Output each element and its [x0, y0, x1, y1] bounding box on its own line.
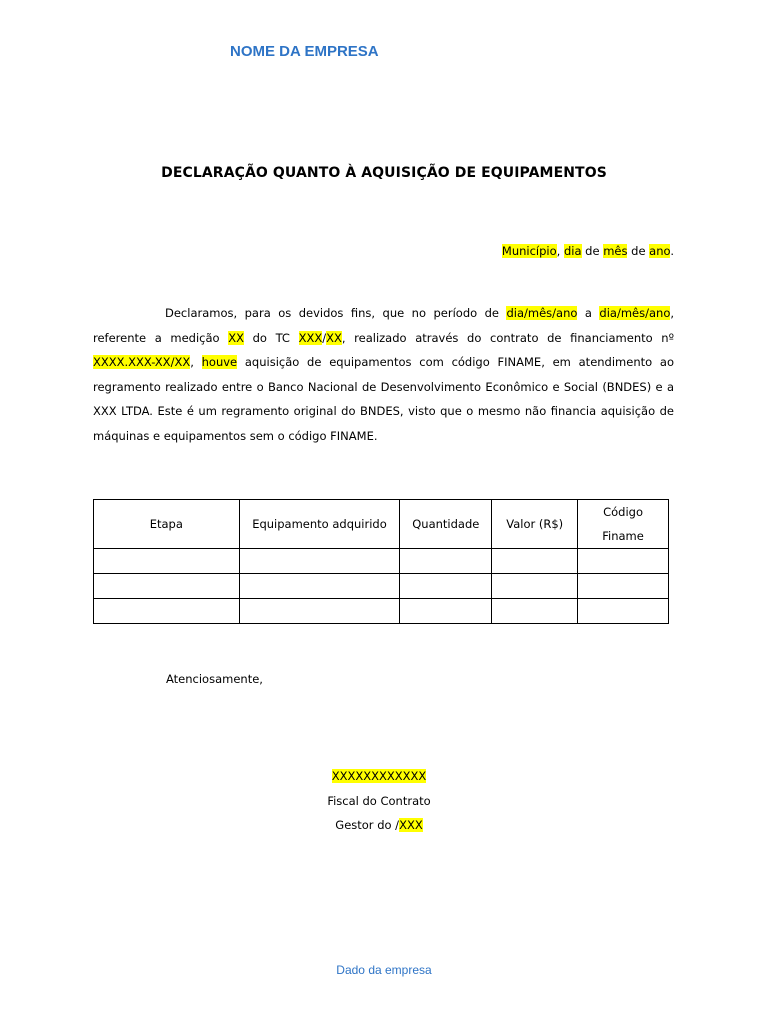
table-cell [578, 574, 669, 599]
year-placeholder: ano [649, 244, 671, 258]
table-cell [578, 599, 669, 624]
signature-name [0, 769, 758, 783]
dateline-de: de [627, 244, 650, 258]
declaration-paragraph: Declaramos, para os devidos fins, que no período de dia/mês/ano a dia/mês/ano, referente a medição XX do TC XXX/XX, realizado através do contrato de financiamento nº XXXX.XXX-XX/XX, houve aquisição de equipamentos com código FINAME, em atendimento ao regramento realizado entre o Banco Nacional de Desenvolvimento Econômico e Social (BNDES) e a XXX LTDA. Este é um regramento original do BNDES, visto que o mesmo não financia aquisição de máquinas e equipamentos sem o código FINAME. [93, 306, 675, 443]
dateline-end: . [670, 244, 674, 258]
header-etapa: Etapa [94, 500, 240, 549]
header-quantidade: Quantidade [400, 500, 492, 549]
table-cell [400, 599, 492, 624]
dateline-de: de [581, 244, 604, 258]
table-row [94, 574, 669, 599]
signature-gestor [0, 818, 758, 832]
table-cell [492, 549, 578, 574]
municipio-placeholder: Município [501, 244, 557, 258]
header-codigo-finame: Código Finame [578, 500, 669, 549]
gestor-placeholder: XXX [399, 818, 423, 832]
company-name: NOME DA EMPRESA [230, 43, 379, 60]
table-row [94, 599, 669, 624]
contract-number-placeholder: XXXX.XXX-XX/XX [93, 355, 191, 369]
table-cell [400, 574, 492, 599]
end-date-placeholder: dia/mês/ano [599, 306, 671, 320]
equipment-table [93, 499, 669, 624]
houve-placeholder: houve [201, 355, 238, 369]
signature-role: Fiscal do Contrato [327, 794, 431, 808]
measurement-placeholder: XX [228, 330, 244, 345]
dateline-separator: , [556, 244, 564, 258]
dateline [502, 244, 674, 258]
table-cell [94, 574, 240, 599]
closing-salutation: Atenciosamente, [166, 672, 263, 686]
table-cell [239, 574, 400, 599]
start-date-placeholder: dia/mês/ano [506, 306, 578, 320]
document-title: DECLARAÇÃO QUANTO À AQUISIÇÃO DE EQUIPAMENTOS [161, 165, 607, 181]
footer-company-data: Dado da empresa [336, 963, 432, 977]
month-placeholder: mês [603, 244, 628, 258]
table-cell [400, 549, 492, 574]
table-header-row [94, 500, 669, 549]
table-cell [239, 549, 400, 574]
day-placeholder: dia [563, 244, 582, 258]
header-valor: Valor (R$) [492, 500, 578, 549]
table-row [94, 549, 669, 574]
tc-year-placeholder: XX [326, 330, 342, 345]
signature-name-placeholder: XXXXXXXXXXXX [331, 769, 427, 783]
gestor-label: Gestor do / [335, 818, 400, 832]
tc-number-placeholder: XXX [298, 330, 323, 345]
table-cell [94, 599, 240, 624]
table-cell [239, 599, 400, 624]
table-cell [94, 549, 240, 574]
table-cell [492, 599, 578, 624]
table-cell [492, 574, 578, 599]
header-equipamento: Equipamento adquirido [239, 500, 400, 549]
table-cell [578, 549, 669, 574]
